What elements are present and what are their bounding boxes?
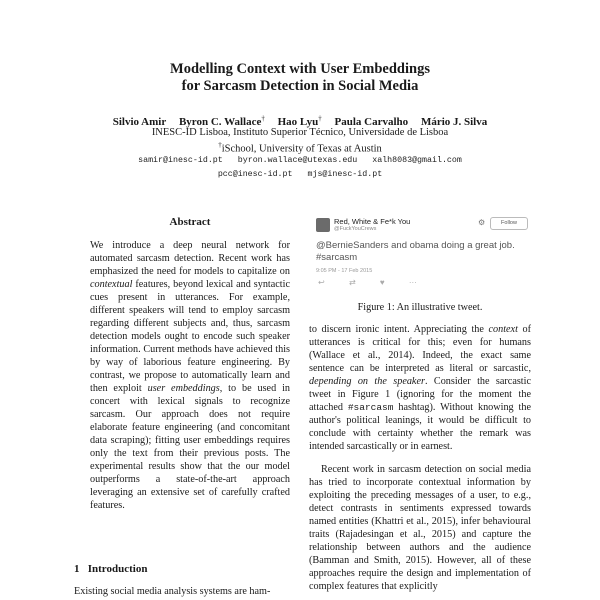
more-icon: ··· <box>408 278 417 287</box>
right-paragraph-2: Recent work in sarcasm detection on social media has tried to incorporate contextual information by exploiting the preceding messages of a user, to e.g., detect contrasts in sentiments expressed towards named entities (Khattri et al., 2015), infer behavioural traits (Rajadesingan et al., 2015) and capture the relationship between authors and the audience (Bamman and Smith, 2015). However, all of these approaches require the design and implementation of complex features that explicitly <box>309 464 531 592</box>
email[interactable]: samir@inesc-id.pt <box>138 156 223 165</box>
tweet-author-handle: @FuckYouCrews <box>334 226 377 232</box>
tweet-figure <box>310 212 530 294</box>
reply-icon: ↩ <box>318 278 325 287</box>
gear-icon: ⚙ <box>478 218 486 227</box>
affiliation-1: INESC-ID Lisboa, Instituto Superior Técnico, Universidade de Lisboa <box>151 127 449 138</box>
author-3: Hao Lyu† <box>277 114 322 128</box>
affiliation-2: †iSchool, University of Texas at Austin <box>218 141 382 155</box>
paper-title-line1: Modelling Context with User Embeddings <box>170 61 430 77</box>
email[interactable]: pcc@inesc-id.pt <box>217 170 293 179</box>
tweet-timestamp: 9:05 PM - 17 Feb 2015 <box>316 268 373 274</box>
follow-button: Follow <box>490 217 528 230</box>
abstract-heading: Abstract <box>169 216 211 228</box>
right-paragraph-1: to discern ironic intent. Appreciating the context of utterances is critical for this; even for humans (Wallace et al., 2014). Indeed, the exact same sentence can be interpreted as literal or sarcastic, depending on the speaker. Consider the sarcastic tweet in Figure 1 (ignoring for the moment the attached #sarcasm hashtag). Without knowing the author's political leanings, it would be difficult to conclude with certainty whether the remark was intended sarcastically or in earnest. <box>309 324 531 452</box>
intro-body: Existing social media analysis systems are ham- <box>74 586 271 597</box>
emails-line-1 <box>0 155 600 166</box>
email[interactable]: mjs@inesc-id.pt <box>307 170 383 179</box>
emails-line-2 <box>0 169 600 180</box>
author-2: Byron C. Wallace† <box>178 114 265 128</box>
email[interactable]: xalh8083@gmail.com <box>372 156 462 165</box>
author-1: Silvio Amir <box>112 115 167 128</box>
tweet-actions <box>318 278 439 287</box>
avatar <box>316 218 330 232</box>
tweet-text: @BernieSanders and obama doing a great job. #sarcasm <box>316 240 515 263</box>
author-5: Mário J. Silva <box>420 115 488 128</box>
author-4: Paula Carvalho <box>334 115 409 128</box>
retweet-icon: ⇄ <box>348 278 356 287</box>
email[interactable]: byron.wallace@utexas.edu <box>237 156 358 165</box>
tweet-author-name: Red, White & Fe*k You <box>334 217 411 226</box>
abstract-body: We introduce a deep neural network for automated sarcasm detection. Recent work has emphasized the need for models to capitalize on contextual features, beyond lexical and syntactic cues present in utterances. For example, different speakers will tend to employ sarcasm regarding different subjects and, thus, sarcasm detection models ought to encode such speaker information. Current methods have achieved this by way of laborious feature engineering. By contrast, we propose to automatically learn and then exploit user embeddings, to be used in concert with lexical signals to recognize sarcasm. Our approach does not require elaborate feature engineering (and concomitant data scraping); fitting user embeddings requires only the text from their previous posts. The experimental results show that the our model outperforms a state-of-the-art approach leveraging an extensive set of carefully crafted features. <box>90 240 290 511</box>
paper-title-line2: for Sarcasm Detection in Social Media <box>181 78 419 94</box>
like-icon: ♥ <box>379 278 385 287</box>
figure-caption: Figure 1: An illustrative tweet. <box>357 302 483 313</box>
intro-heading: 1 Introduction <box>74 563 148 575</box>
